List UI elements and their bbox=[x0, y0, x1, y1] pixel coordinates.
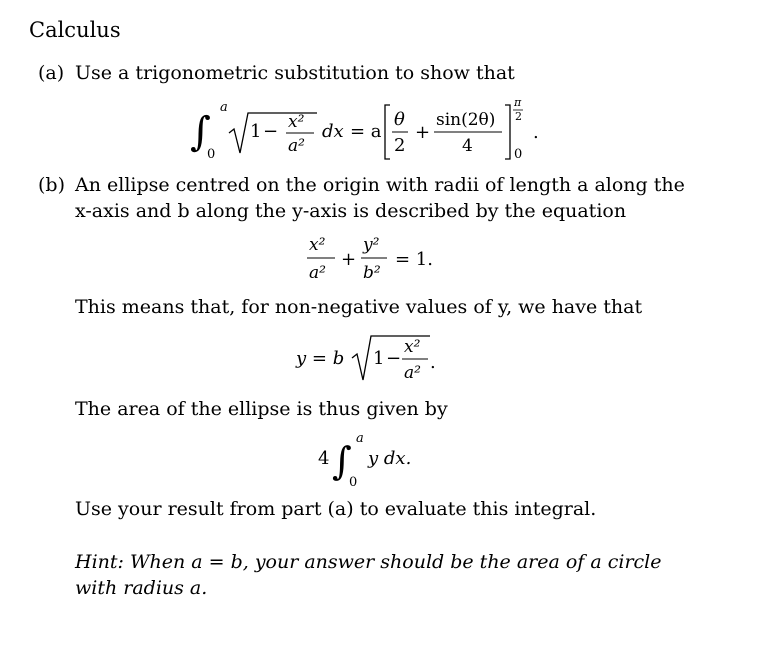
right-bracket bbox=[505, 105, 510, 159]
area-integral-sign: ∫ bbox=[332, 439, 352, 483]
y-lhs: y = b bbox=[296, 348, 345, 369]
hint-line2: with radius a. bbox=[75, 577, 208, 599]
part-b-label: (b) bbox=[38, 174, 65, 196]
frac-num: x² bbox=[288, 112, 305, 132]
eval-upper-num: π bbox=[514, 96, 522, 109]
bracket-plus: + bbox=[415, 122, 431, 143]
eval-upper-den: 2 bbox=[515, 110, 522, 123]
integral-sign: ∫ bbox=[190, 109, 211, 155]
ellipse-rhs: = 1. bbox=[395, 249, 433, 270]
area-integrand: y dx. bbox=[368, 448, 412, 469]
y-frac-num: x² bbox=[404, 337, 421, 357]
eval-lower: 0 bbox=[514, 147, 523, 162]
hint-line1: Hint: When a = b, your answer should be the area of a circle bbox=[75, 551, 662, 573]
frac2-num: y² bbox=[363, 235, 380, 255]
part-b-line1: An ellipse centred on the origin with radii of length a along the bbox=[75, 174, 685, 196]
part-b-line4: The area of the ellipse is thus given by bbox=[75, 398, 448, 420]
y-end-punct: . bbox=[430, 352, 436, 373]
part-a-equation bbox=[190, 95, 590, 175]
area-lower-limit: 0 bbox=[349, 475, 358, 490]
equals-a: = a bbox=[350, 121, 382, 142]
bracket-frac2-num: sin(2θ) bbox=[436, 110, 496, 130]
part-b-line2: x-axis and b along the y-axis is described by the equation bbox=[75, 200, 627, 222]
frac-den: a² bbox=[288, 136, 305, 156]
upper-limit: a bbox=[220, 100, 228, 115]
dx: dx bbox=[322, 121, 344, 142]
y-radicand-minus: − bbox=[386, 348, 402, 369]
frac2-den: b² bbox=[363, 263, 381, 283]
bracket-frac1-num: θ bbox=[394, 109, 405, 130]
y-equation bbox=[296, 328, 466, 388]
radicand-minus: − bbox=[263, 121, 279, 142]
bracket-frac2-den: 4 bbox=[462, 136, 473, 156]
left-bracket bbox=[385, 105, 390, 159]
part-a-label: (a) bbox=[38, 62, 65, 84]
area-equation bbox=[318, 428, 458, 488]
ellipse-plus: + bbox=[341, 249, 357, 270]
bracket-frac1-den: 2 bbox=[394, 135, 406, 156]
frac1-den: a² bbox=[309, 263, 326, 283]
end-punct: . bbox=[533, 122, 539, 143]
area-coef: 4 bbox=[318, 448, 330, 469]
frac1-num: x² bbox=[309, 235, 326, 255]
y-radicand-one: 1 bbox=[373, 348, 385, 369]
radicand-one: 1 bbox=[250, 121, 262, 142]
part-b-line3: This means that, for non-negative values of y, we have that bbox=[75, 296, 643, 318]
lower-limit: 0 bbox=[207, 147, 216, 162]
part-a-text: Use a trigonometric substitution to show that bbox=[75, 62, 515, 84]
section-title: Calculus bbox=[29, 18, 121, 42]
ellipse-equation bbox=[305, 232, 465, 292]
part-b-line5: Use your result from part (a) to evaluate this integral. bbox=[75, 498, 597, 520]
y-frac-den: a² bbox=[404, 363, 421, 383]
area-upper-limit: a bbox=[356, 431, 364, 446]
